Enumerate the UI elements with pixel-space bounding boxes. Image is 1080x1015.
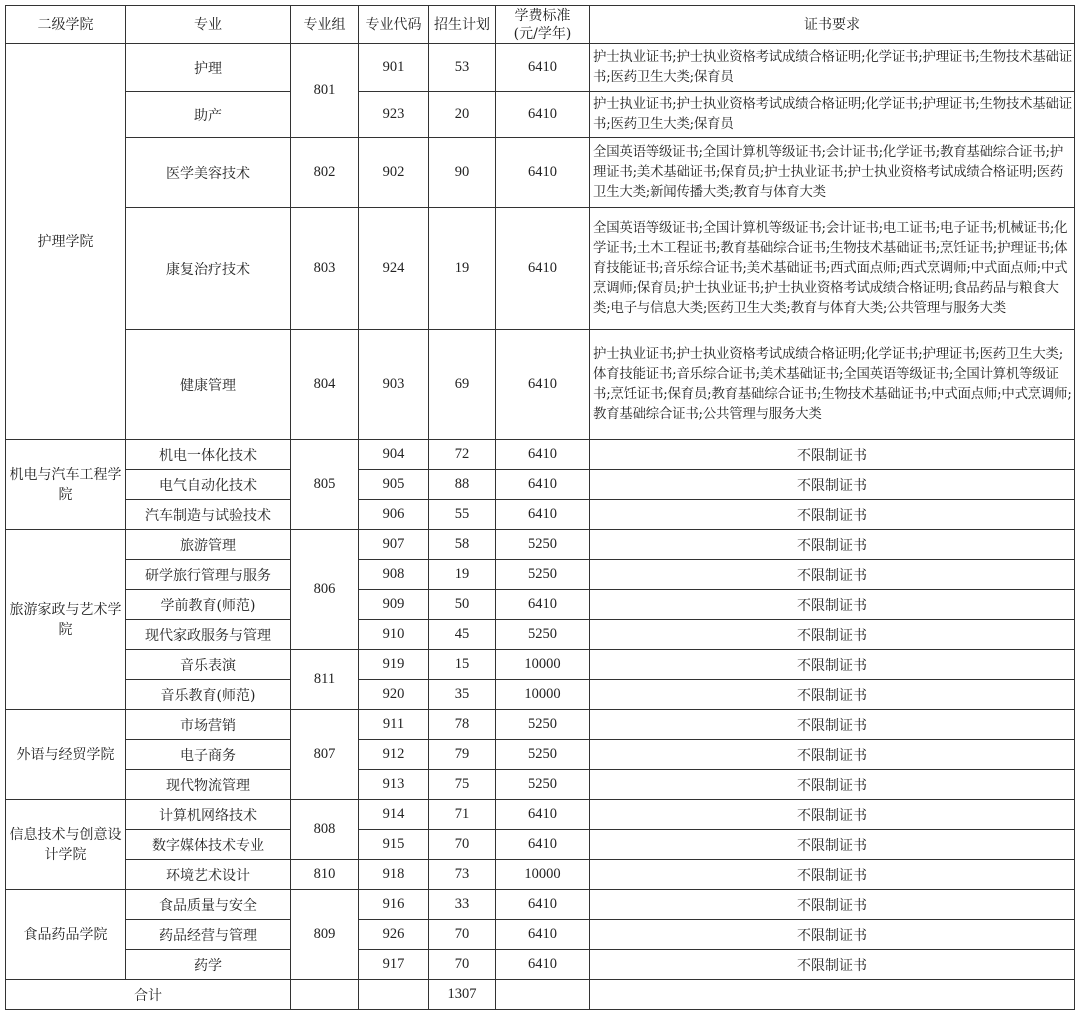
major-cell: 健康管理 xyxy=(126,330,291,440)
plan-cell: 19 xyxy=(429,208,496,330)
major-cell: 计算机网络技术 xyxy=(126,800,291,830)
cert-cell: 全国英语等级证书;全国计算机等级证书;会计证书;化学证书;教育基础综合证书;护理证书;美术基础证书;保育员;护士执业证书;护士执业资格考试成绩合格证明;医药卫生大类;新闻传播大类;教育与体育大类 xyxy=(590,138,1075,208)
cert-cell: 不限制证书 xyxy=(590,650,1075,680)
fee-cell: 6410 xyxy=(496,800,590,830)
major-cell: 市场营销 xyxy=(126,710,291,740)
fee-cell: 6410 xyxy=(496,890,590,920)
admission-plan-table xyxy=(5,5,1075,1010)
table-row xyxy=(6,830,1075,860)
table-row xyxy=(6,138,1075,208)
college-cell: 护理学院 xyxy=(6,44,126,440)
table-row xyxy=(6,500,1075,530)
table-row xyxy=(6,530,1075,560)
major-cell: 现代家政服务与管理 xyxy=(126,620,291,650)
cert-cell: 不限制证书 xyxy=(590,680,1075,710)
table-row xyxy=(6,740,1075,770)
header-code: 专业代码 xyxy=(359,6,429,44)
major-cell: 药品经营与管理 xyxy=(126,920,291,950)
fee-cell: 6410 xyxy=(496,950,590,980)
fee-cell: 6410 xyxy=(496,208,590,330)
cert-cell: 不限制证书 xyxy=(590,860,1075,890)
code-cell: 919 xyxy=(359,650,429,680)
major-cell: 药学 xyxy=(126,950,291,980)
cert-cell: 护士执业证书;护士执业资格考试成绩合格证明;化学证书;护理证书;生物技术基础证书;医药卫生大类;保育员 xyxy=(590,92,1075,138)
fee-cell: 6410 xyxy=(496,830,590,860)
cert-cell: 不限制证书 xyxy=(590,770,1075,800)
cert-cell: 不限制证书 xyxy=(590,890,1075,920)
code-cell: 916 xyxy=(359,890,429,920)
table-row xyxy=(6,710,1075,740)
college-cell: 机电与汽车工程学院 xyxy=(6,440,126,530)
table-row xyxy=(6,770,1075,800)
group-cell: 803 xyxy=(291,208,359,330)
fee-cell: 6410 xyxy=(496,920,590,950)
table-row xyxy=(6,800,1075,830)
cert-cell: 护士执业证书;护士执业资格考试成绩合格证明;化学证书;护理证书;医药卫生大类;体育技能证书;音乐综合证书;美术基础证书;全国英语等级证书;全国计算机等级证书;烹饪证书;保育员;教育基础综合证书;生物技术基础证书;中式面点师;中式烹调师;教育基础综合证书;公共管理与服务大类 xyxy=(590,330,1075,440)
fee-cell: 5250 xyxy=(496,530,590,560)
major-cell: 汽车制造与试验技术 xyxy=(126,500,291,530)
table-row xyxy=(6,950,1075,980)
cert-cell: 不限制证书 xyxy=(590,830,1075,860)
major-cell: 机电一体化技术 xyxy=(126,440,291,470)
major-cell: 旅游管理 xyxy=(126,530,291,560)
code-cell: 911 xyxy=(359,710,429,740)
header-fee-line1: 学费标准 xyxy=(514,7,571,24)
fee-cell: 10000 xyxy=(496,680,590,710)
plan-cell: 71 xyxy=(429,800,496,830)
code-cell: 924 xyxy=(359,208,429,330)
college-cell: 食品药品学院 xyxy=(6,890,126,980)
plan-cell: 79 xyxy=(429,740,496,770)
plan-cell: 35 xyxy=(429,680,496,710)
group-cell: 805 xyxy=(291,440,359,530)
group-cell: 811 xyxy=(291,650,359,710)
code-cell: 908 xyxy=(359,560,429,590)
cert-cell: 不限制证书 xyxy=(590,710,1075,740)
total-label: 合计 xyxy=(6,980,291,1010)
group-cell: 806 xyxy=(291,530,359,650)
cert-cell: 不限制证书 xyxy=(590,950,1075,980)
fee-cell: 6410 xyxy=(496,44,590,92)
major-cell: 护理 xyxy=(126,44,291,92)
group-cell: 809 xyxy=(291,890,359,980)
college-cell: 信息技术与创意设计学院 xyxy=(6,800,126,890)
total-code-empty xyxy=(359,980,429,1010)
code-cell: 914 xyxy=(359,800,429,830)
fee-cell: 10000 xyxy=(496,650,590,680)
plan-cell: 72 xyxy=(429,440,496,470)
cert-cell: 不限制证书 xyxy=(590,440,1075,470)
plan-cell: 73 xyxy=(429,860,496,890)
plan-cell: 69 xyxy=(429,330,496,440)
cert-cell: 不限制证书 xyxy=(590,620,1075,650)
fee-cell: 6410 xyxy=(496,500,590,530)
table-row xyxy=(6,680,1075,710)
fee-cell: 5250 xyxy=(496,560,590,590)
fee-cell: 5250 xyxy=(496,620,590,650)
fee-cell: 5250 xyxy=(496,770,590,800)
code-cell: 902 xyxy=(359,138,429,208)
code-cell: 904 xyxy=(359,440,429,470)
major-cell: 数字媒体技术专业 xyxy=(126,830,291,860)
table-row xyxy=(6,860,1075,890)
plan-cell: 53 xyxy=(429,44,496,92)
cert-cell: 不限制证书 xyxy=(590,560,1075,590)
header-fee xyxy=(496,6,590,44)
cert-cell: 不限制证书 xyxy=(590,800,1075,830)
table-row xyxy=(6,208,1075,330)
code-cell: 907 xyxy=(359,530,429,560)
total-fee-empty xyxy=(496,980,590,1010)
major-cell: 电气自动化技术 xyxy=(126,470,291,500)
table-row xyxy=(6,590,1075,620)
code-cell: 918 xyxy=(359,860,429,890)
fee-cell: 5250 xyxy=(496,710,590,740)
major-cell: 音乐表演 xyxy=(126,650,291,680)
fee-cell: 6410 xyxy=(496,590,590,620)
plan-cell: 20 xyxy=(429,92,496,138)
total-plan: 1307 xyxy=(429,980,496,1010)
code-cell: 906 xyxy=(359,500,429,530)
fee-cell: 10000 xyxy=(496,860,590,890)
table-row xyxy=(6,92,1075,138)
major-cell: 环境艺术设计 xyxy=(126,860,291,890)
code-cell: 920 xyxy=(359,680,429,710)
table-row xyxy=(6,650,1075,680)
header-row xyxy=(6,6,1075,44)
total-row xyxy=(6,980,1075,1010)
college-cell: 外语与经贸学院 xyxy=(6,710,126,800)
code-cell: 912 xyxy=(359,740,429,770)
fee-cell: 6410 xyxy=(496,138,590,208)
major-cell: 助产 xyxy=(126,92,291,138)
plan-cell: 55 xyxy=(429,500,496,530)
cert-cell: 不限制证书 xyxy=(590,740,1075,770)
major-cell: 现代物流管理 xyxy=(126,770,291,800)
plan-cell: 90 xyxy=(429,138,496,208)
major-cell: 学前教育(师范) xyxy=(126,590,291,620)
group-cell: 804 xyxy=(291,330,359,440)
major-cell: 研学旅行管理与服务 xyxy=(126,560,291,590)
header-cert: 证书要求 xyxy=(590,6,1075,44)
group-cell: 808 xyxy=(291,800,359,860)
code-cell: 909 xyxy=(359,590,429,620)
fee-cell: 6410 xyxy=(496,330,590,440)
table-row xyxy=(6,620,1075,650)
plan-cell: 78 xyxy=(429,710,496,740)
header-plan: 招生计划 xyxy=(429,6,496,44)
code-cell: 926 xyxy=(359,920,429,950)
plan-cell: 15 xyxy=(429,650,496,680)
table-row xyxy=(6,470,1075,500)
code-cell: 917 xyxy=(359,950,429,980)
table-row xyxy=(6,440,1075,470)
code-cell: 905 xyxy=(359,470,429,500)
fee-cell: 6410 xyxy=(496,470,590,500)
plan-cell: 45 xyxy=(429,620,496,650)
total-group-empty xyxy=(291,980,359,1010)
cert-cell: 不限制证书 xyxy=(590,470,1075,500)
cert-cell: 不限制证书 xyxy=(590,920,1075,950)
group-cell: 801 xyxy=(291,44,359,138)
table-row xyxy=(6,44,1075,92)
cert-cell: 护士执业证书;护士执业资格考试成绩合格证明;化学证书;护理证书;生物技术基础证书;医药卫生大类;保育员 xyxy=(590,44,1075,92)
major-cell: 医学美容技术 xyxy=(126,138,291,208)
code-cell: 903 xyxy=(359,330,429,440)
cert-cell: 全国英语等级证书;全国计算机等级证书;会计证书;电工证书;电子证书;机械证书;化学证书;土木工程证书;教育基础综合证书;生物技术基础证书;烹饪证书;护理证书;体育技能证书;音乐综合证书;美术基础证书;西式面点师;西式烹调师;中式面点师;中式烹调师;保育员;护士执业证书;护士执业资格考试成绩合格证明;食品药品与粮食大类;电子与信息大类;医药卫生大类;教育与体育大类;公共管理与服务大类 xyxy=(590,208,1075,330)
code-cell: 901 xyxy=(359,44,429,92)
header-group: 专业组 xyxy=(291,6,359,44)
code-cell: 913 xyxy=(359,770,429,800)
table-row xyxy=(6,330,1075,440)
college-cell: 旅游家政与艺术学院 xyxy=(6,530,126,710)
major-cell: 康复治疗技术 xyxy=(126,208,291,330)
group-cell: 807 xyxy=(291,710,359,800)
code-cell: 923 xyxy=(359,92,429,138)
plan-cell: 70 xyxy=(429,830,496,860)
major-cell: 电子商务 xyxy=(126,740,291,770)
fee-cell: 5250 xyxy=(496,740,590,770)
code-cell: 915 xyxy=(359,830,429,860)
code-cell: 910 xyxy=(359,620,429,650)
plan-cell: 33 xyxy=(429,890,496,920)
table-row xyxy=(6,920,1075,950)
header-fee-line2: (元/学年) xyxy=(513,25,572,42)
plan-cell: 19 xyxy=(429,560,496,590)
table-row xyxy=(6,560,1075,590)
table-row xyxy=(6,890,1075,920)
plan-cell: 70 xyxy=(429,950,496,980)
plan-cell: 70 xyxy=(429,920,496,950)
major-cell: 音乐教育(师范) xyxy=(126,680,291,710)
plan-cell: 75 xyxy=(429,770,496,800)
plan-cell: 50 xyxy=(429,590,496,620)
group-cell: 810 xyxy=(291,860,359,890)
plan-cell: 88 xyxy=(429,470,496,500)
cert-cell: 不限制证书 xyxy=(590,500,1075,530)
header-major: 专业 xyxy=(126,6,291,44)
fee-cell: 6410 xyxy=(496,92,590,138)
header-college: 二级学院 xyxy=(6,6,126,44)
cert-cell: 不限制证书 xyxy=(590,530,1075,560)
cert-cell: 不限制证书 xyxy=(590,590,1075,620)
fee-cell: 6410 xyxy=(496,440,590,470)
major-cell: 食品质量与安全 xyxy=(126,890,291,920)
group-cell: 802 xyxy=(291,138,359,208)
total-cert-empty xyxy=(590,980,1075,1010)
plan-cell: 58 xyxy=(429,530,496,560)
